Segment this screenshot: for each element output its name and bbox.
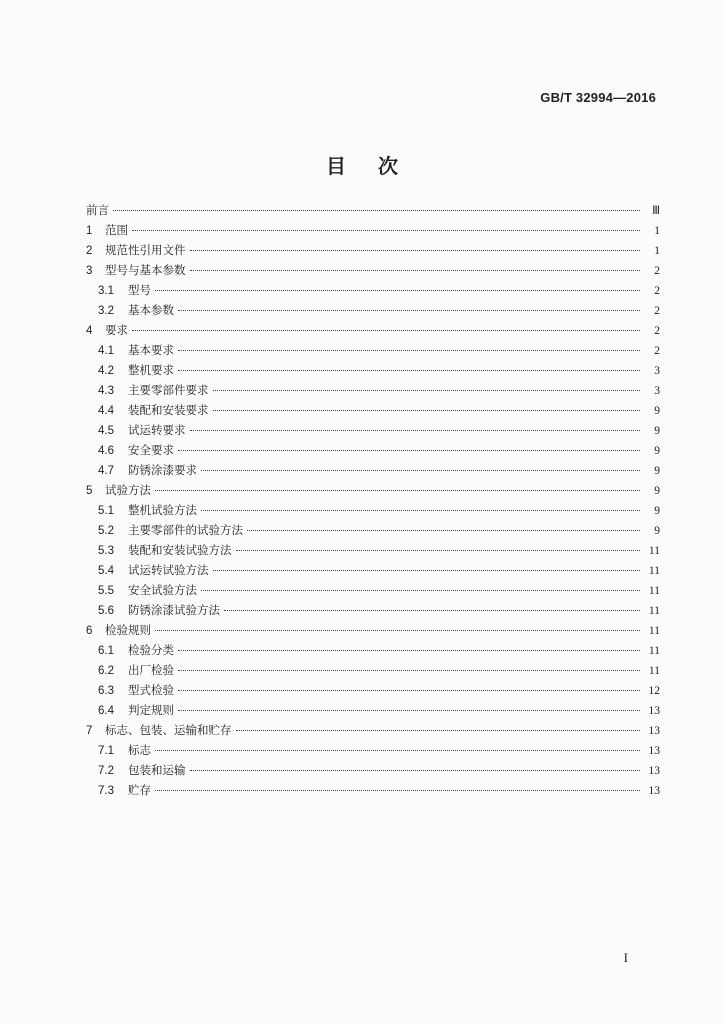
toc-entry-page: 13 [648, 765, 660, 777]
toc-dot-leader [178, 450, 640, 451]
toc-entry-label: 基本参数 [128, 303, 174, 317]
toc-entry-number: 5.4 [98, 565, 114, 577]
toc-entry-page: 11 [648, 585, 660, 597]
toc-entry-label: 标志 [128, 743, 151, 757]
toc-entry-number: 1 [86, 225, 93, 237]
toc-dot-leader [155, 750, 640, 751]
toc-entry[interactable] [86, 682, 660, 700]
toc-dot-leader [190, 270, 641, 271]
toc-dot-leader [201, 510, 640, 511]
toc-entry[interactable] [86, 622, 660, 640]
toc-entry-label: 基本要求 [128, 343, 174, 357]
toc-entry-page: 2 [654, 265, 660, 277]
toc-dot-leader [190, 770, 641, 771]
toc-entry[interactable] [86, 742, 660, 760]
toc-entry-page: 2 [654, 325, 660, 337]
toc-dot-leader [132, 230, 640, 231]
toc-entry-number: 4.3 [98, 385, 114, 397]
toc-entry-label: 判定规则 [128, 703, 174, 717]
toc-entry-label: 型式检验 [128, 683, 174, 697]
toc-entry-label: 安全要求 [128, 443, 174, 457]
toc-entry-label: 试运转试验方法 [128, 563, 209, 577]
toc-dot-leader [178, 690, 640, 691]
toc-dot-leader [213, 570, 641, 571]
toc-entry[interactable] [86, 602, 660, 620]
toc-entry-label: 要求 [105, 323, 128, 337]
toc-dot-leader [178, 650, 640, 651]
toc-entry-number: 6.2 [98, 665, 114, 677]
toc-entry-page: 13 [648, 725, 660, 737]
toc-entry[interactable] [86, 362, 660, 380]
toc-entry[interactable] [86, 282, 660, 300]
toc-entry-page: 2 [654, 345, 660, 357]
standard-code: GB/T 32994—2016 [540, 90, 656, 105]
toc-entry-page: 11 [648, 545, 660, 557]
toc-entry-page: 12 [648, 685, 660, 697]
toc-entry[interactable] [86, 582, 660, 600]
toc-entry-number: 5.1 [98, 505, 114, 517]
toc-entry[interactable] [86, 542, 660, 560]
toc-entry-number: 4.1 [98, 345, 114, 357]
toc-entry-number: 4.4 [98, 405, 114, 417]
toc-entry-label: 安全试验方法 [128, 583, 197, 597]
toc-entry-page: 9 [654, 505, 660, 517]
toc-entry-number: 7.3 [98, 785, 114, 797]
toc-entry-page: 9 [654, 445, 660, 457]
toc-dot-leader [132, 330, 640, 331]
toc-entry[interactable] [86, 522, 660, 540]
toc-entry[interactable] [86, 422, 660, 440]
toc-entry[interactable] [86, 642, 660, 660]
toc-entry-page: 2 [654, 285, 660, 297]
toc-entry-number: 5 [86, 485, 93, 497]
toc-dot-leader [155, 490, 640, 491]
toc-entry-page: 11 [648, 625, 660, 637]
toc-entry-page: 13 [648, 705, 660, 717]
toc-entry-number: 4.2 [98, 365, 114, 377]
toc-dot-leader [155, 290, 640, 291]
toc-entry[interactable] [86, 202, 660, 220]
toc-entry[interactable] [86, 722, 660, 740]
toc-entry[interactable] [86, 382, 660, 400]
toc-entry[interactable] [86, 442, 660, 460]
toc-entry[interactable] [86, 262, 660, 280]
toc-dot-leader [190, 430, 641, 431]
toc-entry-page: 9 [654, 485, 660, 497]
toc-dot-leader [178, 310, 640, 311]
toc-entry-page: 3 [654, 385, 660, 397]
toc-dot-leader [113, 210, 640, 211]
toc-entry-number: 5.2 [98, 525, 114, 537]
toc-entry-page: 1 [654, 225, 660, 237]
table-of-contents [86, 202, 660, 802]
toc-entry-number: 6 [86, 625, 93, 637]
toc-entry-label: 防锈涂漆要求 [128, 463, 197, 477]
toc-entry-page: 9 [654, 425, 660, 437]
toc-entry[interactable] [86, 762, 660, 780]
toc-entry-page: 11 [648, 645, 660, 657]
toc-entry-label: 试运转要求 [128, 423, 186, 437]
toc-dot-leader [247, 530, 640, 531]
toc-entry-number: 3 [86, 265, 93, 277]
toc-dot-leader [224, 610, 640, 611]
toc-entry-label: 检验分类 [128, 643, 174, 657]
toc-dot-leader [236, 730, 641, 731]
toc-entry[interactable] [86, 462, 660, 480]
toc-entry-number: 5.3 [98, 545, 114, 557]
toc-dot-leader [178, 670, 640, 671]
toc-dot-leader [155, 790, 640, 791]
toc-entry-page: 3 [654, 365, 660, 377]
toc-entry[interactable] [86, 782, 660, 800]
toc-entry-number: 4.5 [98, 425, 114, 437]
toc-dot-leader [178, 710, 640, 711]
toc-entry-number: 6.4 [98, 705, 114, 717]
toc-entry-label: 试验方法 [105, 483, 151, 497]
toc-entry-label: 主要零部件要求 [128, 383, 209, 397]
toc-entry-page: 1 [654, 245, 660, 257]
toc-entry-number: 7.2 [98, 765, 114, 777]
toc-entry[interactable] [86, 402, 660, 420]
toc-entry-label: 包装和运输 [128, 763, 186, 777]
toc-title-left: 目 [326, 154, 346, 178]
toc-entry-label: 规范性引用文件 [105, 243, 186, 257]
toc-entry-label: 防锈涂漆试验方法 [128, 603, 220, 617]
toc-dot-leader [178, 370, 640, 371]
toc-entry-page: 9 [654, 465, 660, 477]
toc-entry-number: 5.5 [98, 585, 114, 597]
toc-entry-label: 整机试验方法 [128, 503, 197, 517]
toc-dot-leader [155, 630, 640, 631]
toc-entry-number: 3.1 [98, 285, 114, 297]
toc-entry[interactable] [86, 222, 660, 240]
toc-title [0, 150, 724, 179]
toc-entry-number: 2 [86, 245, 93, 257]
toc-entry-number: 7 [86, 725, 93, 737]
toc-entry-label: 出厂检验 [128, 663, 174, 677]
toc-title-right: 次 [378, 154, 398, 178]
toc-entry-page: 13 [648, 745, 660, 757]
toc-entry-number: 6.3 [98, 685, 114, 697]
toc-entry[interactable] [86, 702, 660, 720]
toc-entry-page: 11 [648, 565, 660, 577]
toc-dot-leader [213, 410, 641, 411]
toc-entry-label: 型号与基本参数 [105, 263, 186, 277]
toc-entry-label: 主要零部件的试验方法 [128, 523, 243, 537]
toc-entry-label: 整机要求 [128, 363, 174, 377]
toc-entry[interactable] [86, 242, 660, 260]
toc-entry-label: 标志、包装、运输和贮存 [105, 723, 232, 737]
toc-entry-label: 前言 [86, 203, 109, 217]
toc-entry[interactable] [86, 342, 660, 360]
toc-entry-label: 装配和安装试验方法 [128, 543, 232, 557]
toc-entry-page: 2 [654, 305, 660, 317]
toc-entry[interactable] [86, 302, 660, 320]
toc-entry-number: 5.6 [98, 605, 114, 617]
toc-entry-label: 装配和安装要求 [128, 403, 209, 417]
toc-entry-label: 型号 [128, 283, 151, 297]
toc-entry-number: 7.1 [98, 745, 114, 757]
toc-entry-page: 11 [648, 605, 660, 617]
toc-entry[interactable] [86, 482, 660, 500]
toc-entry-page: 11 [648, 665, 660, 677]
toc-entry-number: 4.6 [98, 445, 114, 457]
toc-dot-leader [178, 350, 640, 351]
toc-entry[interactable] [86, 662, 660, 680]
toc-entry-number: 3.2 [98, 305, 114, 317]
toc-dot-leader [201, 590, 640, 591]
toc-entry[interactable] [86, 322, 660, 340]
toc-dot-leader [190, 250, 641, 251]
toc-entry-page: 13 [648, 785, 660, 797]
toc-dot-leader [236, 550, 641, 551]
page-number: I [623, 950, 628, 965]
toc-entry-label: 范围 [105, 223, 128, 237]
toc-entry-page: 9 [654, 405, 660, 417]
toc-entry-number: 6.1 [98, 645, 114, 657]
toc-dot-leader [201, 470, 640, 471]
toc-entry[interactable] [86, 562, 660, 580]
toc-entry-page: Ⅲ [652, 205, 660, 217]
toc-entry-label: 检验规则 [105, 623, 151, 637]
toc-entry-number: 4 [86, 325, 93, 337]
toc-entry-page: 9 [654, 525, 660, 537]
toc-entry[interactable] [86, 502, 660, 520]
toc-entry-number: 4.7 [98, 465, 114, 477]
toc-entry-label: 贮存 [128, 783, 151, 797]
toc-dot-leader [213, 390, 641, 391]
